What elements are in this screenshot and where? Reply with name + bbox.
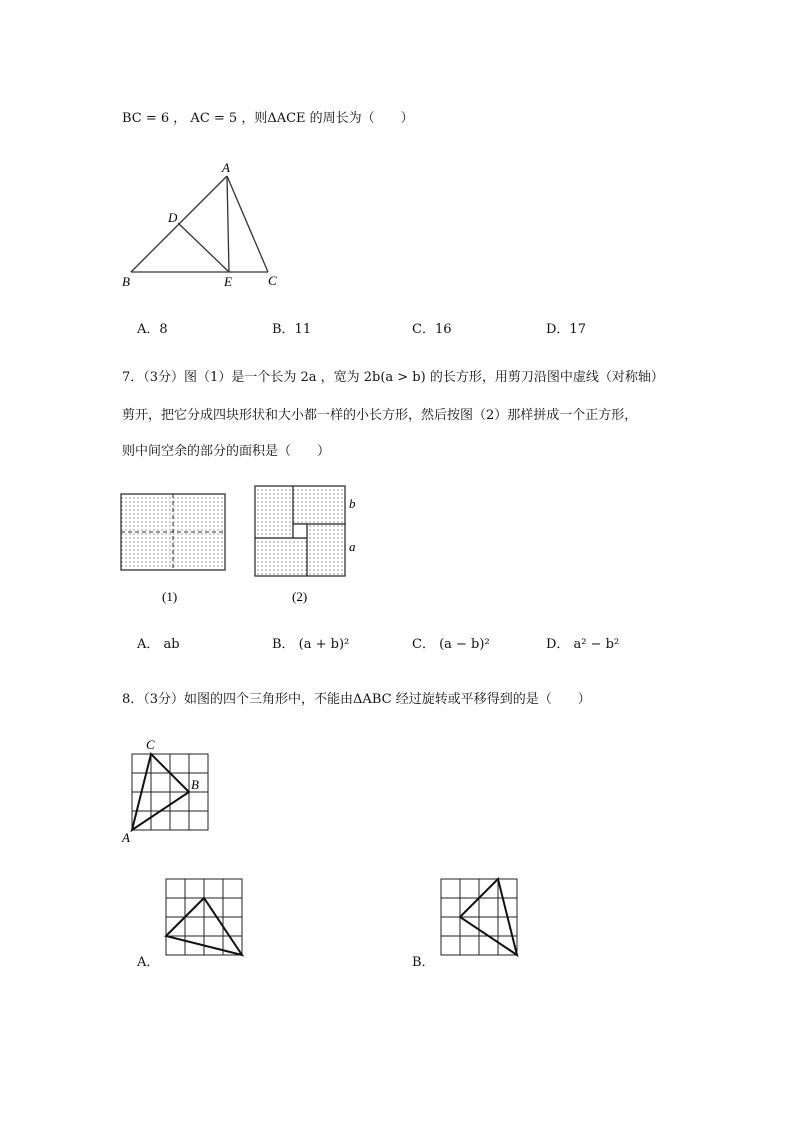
- q7-option-a[interactable]: A． ab: [137, 637, 180, 652]
- q7-line3: 则中间空余的部分的面积是（ ）: [122, 444, 331, 459]
- q6-option-d[interactable]: D．17: [546, 322, 586, 337]
- q7-option-b[interactable]: B． (a + b)²: [272, 637, 350, 652]
- q6-option-c[interactable]: C．16: [412, 322, 452, 337]
- q7-caption-1: (1): [162, 589, 178, 604]
- q6-option-b[interactable]: B．11: [272, 322, 312, 337]
- q8-label-C: C: [146, 737, 155, 752]
- q8-label-B: B: [191, 777, 199, 792]
- q6-stem-tail: BC = 6 ， AC = 5 ，则ΔACE 的周长为（ ）: [122, 111, 414, 126]
- q8-option-b-grid: [441, 879, 517, 955]
- q8-option-a-grid: [166, 879, 242, 955]
- q7-side-b-label: b: [349, 496, 356, 511]
- q6-label-B: B: [122, 274, 130, 289]
- q7-caption-2: (2): [292, 589, 308, 604]
- q7-side-a-label: a: [349, 539, 356, 554]
- q7-option-d[interactable]: D． a² − b²: [546, 637, 620, 652]
- q8-option-a-triangle: [166, 898, 242, 955]
- q8-option-a[interactable]: A．: [137, 955, 160, 970]
- q6-label-C: C: [268, 273, 277, 288]
- q8-line1: 8．（3分）如图的四个三角形中，不能由ΔABC 经过旋转或平移得到的是（ ）: [122, 692, 591, 707]
- q6-option-a[interactable]: A．8: [137, 322, 168, 337]
- q7-line2: 剪开，把它分成四块形状和大小都一样的小长方形，然后按图（2）那样拼成一个正方形，: [122, 408, 638, 423]
- q8-abc-grid: [132, 754, 208, 830]
- q7-option-c[interactable]: C． (a − b)²: [412, 637, 490, 652]
- q8-triangle-abc: [132, 754, 189, 830]
- q7-line1: 7．（3分）图（1）是一个长为 2a ，宽为 2b(a > b) 的长方形，用剪刀沿图中虚线（对称轴）: [122, 370, 664, 385]
- q6-label-E: E: [224, 274, 232, 289]
- q6-label-D: D: [168, 210, 178, 225]
- q8-option-b-triangle: [460, 879, 517, 955]
- q6-label-A: A: [222, 160, 230, 175]
- q8-label-A: A: [122, 830, 130, 845]
- q8-option-b[interactable]: B．: [412, 955, 435, 970]
